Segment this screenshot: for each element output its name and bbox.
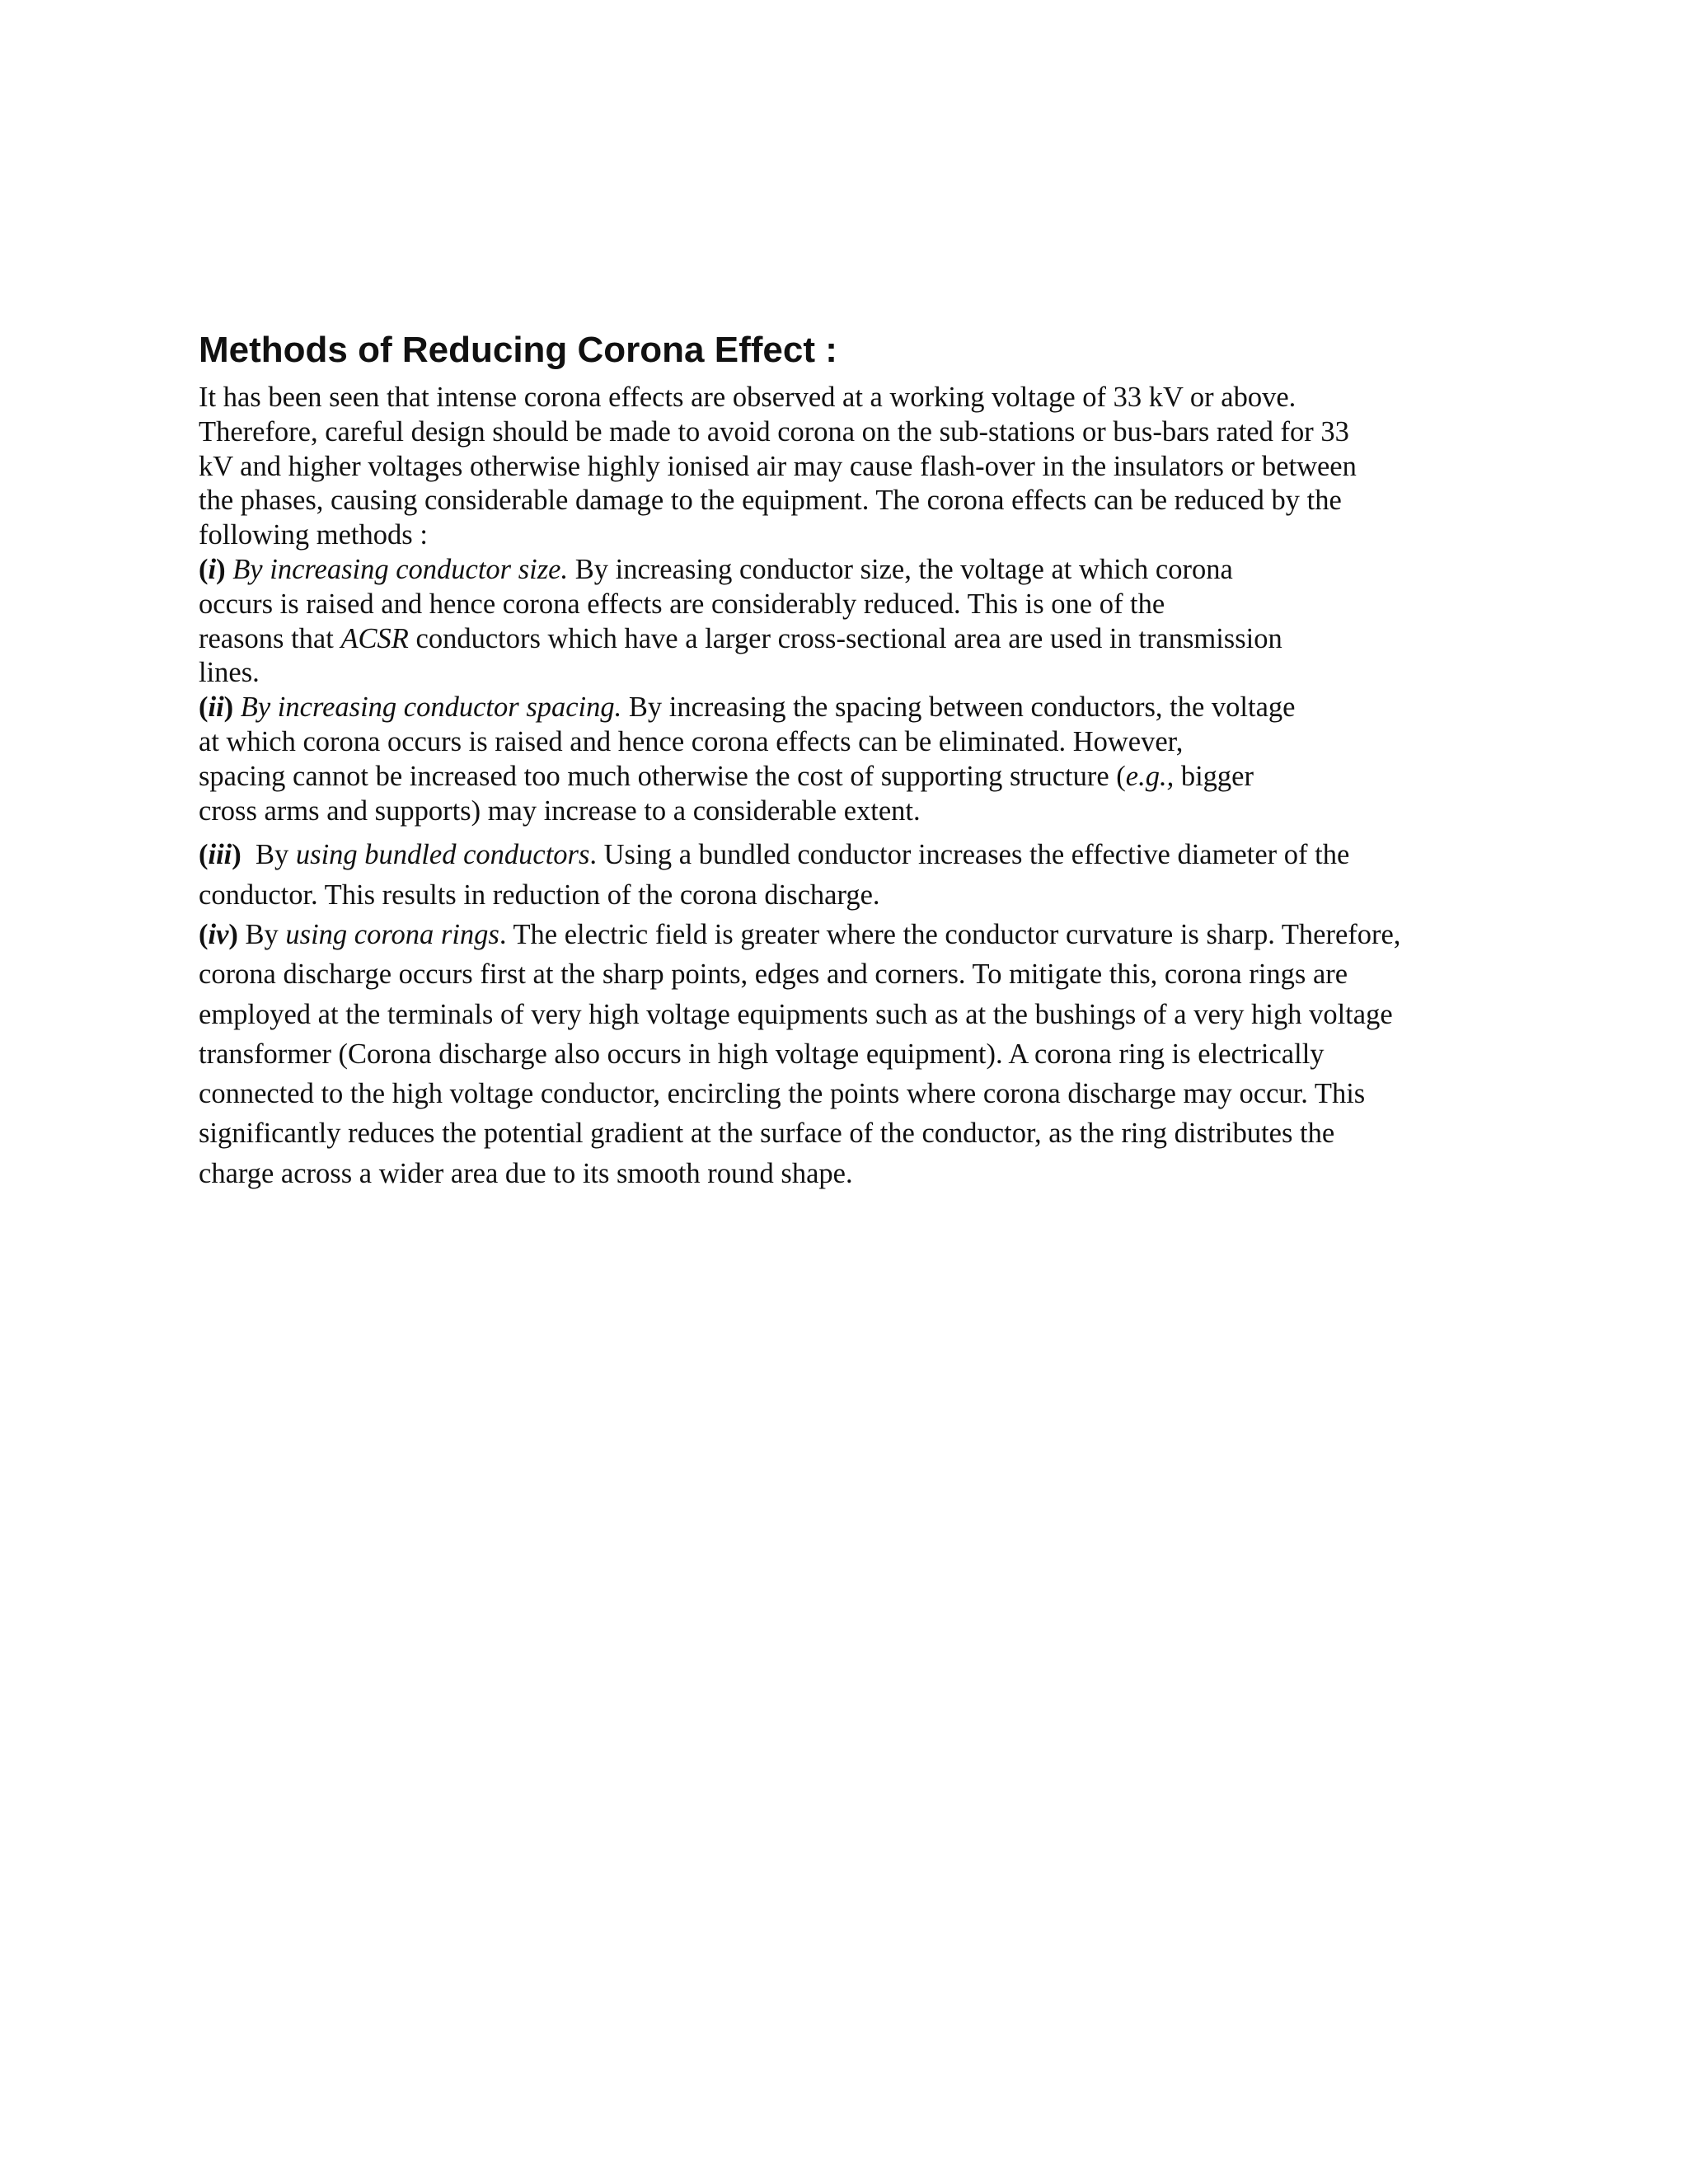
method-3-text: . Using a bundled conductor increases the effective diameter of the (589, 839, 1350, 871)
intro-line: It has been seen that intense corona effects are observed at a working voltage of 33 kV or above. (199, 382, 1296, 413)
method-3-line: (iii) By using bundled conductors. Using a bundled conductor increases the effective diameter of the (199, 839, 1350, 871)
method-3-number: (iii) (199, 839, 241, 871)
method-4-line: significantly reduces the potential gradient at the surface of the conductor, as the ring distributes the (199, 1118, 1335, 1150)
method-2-text: By increasing the spacing between conductors, the voltage (621, 691, 1296, 724)
acsr-term: ACSR (340, 622, 409, 654)
method-4-text: . The electric field is greater where the conductor curvature is sharp. Therefore, (499, 918, 1401, 950)
method-1-paragraph (199, 553, 1493, 691)
method-1-line (199, 553, 1493, 588)
method-2-heading: By increasing conductor spacing. (240, 691, 622, 724)
method-2-paragraph (199, 691, 1493, 828)
method-1-text: By increasing conductor size, the voltage at which corona (568, 553, 1233, 585)
method-1-line: lines. (199, 657, 260, 689)
method-4-line: transformer (Corona discharge also occurs in high voltage equipment). A corona ring is electrically (199, 1038, 1325, 1070)
method-2-number: (ii) (199, 691, 234, 724)
document-content (199, 328, 1493, 1193)
eg-term: e.g., (1125, 760, 1175, 792)
intro-line: Therefore, careful design should be made to avoid corona on the sub-stations or bus-bars rated for 33 (199, 415, 1349, 448)
method-4-line: (iv) By using corona rings. The electric field is greater where the conductor curvature is sharp. Therefore, (199, 918, 1401, 950)
method-4-number: (iv) (199, 918, 238, 950)
method-2-line (199, 691, 1493, 725)
method-3-heading: using bundled conductors (295, 839, 590, 871)
method-4-line: connected to the high voltage conductor, encircling the points where corona discharge may occur. This (199, 1078, 1366, 1110)
method-3-line: conductor. This results in reduction of the corona discharge. (199, 879, 880, 911)
method-4-paragraph (199, 915, 1493, 1193)
method-4-line: employed at the terminals of very high voltage equipments such as at the bushings of a very high voltage (199, 998, 1393, 1030)
page-title: Methods of Reducing Corona Effect : (199, 330, 837, 370)
method-1-line: reasons that ACSR conductors which have a larger cross-sectional area are used in transmission (199, 622, 1282, 654)
method-1-heading: By increasing conductor size. (232, 553, 569, 585)
method-2-line: at which corona occurs is raised and hence corona effects can be eliminated. However, (199, 725, 1184, 757)
method-1-number: (i) (199, 553, 226, 585)
method-4-heading: using corona rings (285, 918, 499, 950)
method-1-line: occurs is raised and hence corona effects are considerably reduced. This is one of the (199, 588, 1165, 620)
intro-line: kV and higher voltages otherwise highly ionised air may cause flash-over in the insulators or between (199, 450, 1357, 482)
method-3-paragraph (199, 835, 1493, 915)
method-2-line: cross arms and supports) may increase to a considerable extent. (199, 794, 921, 827)
intro-paragraph (199, 381, 1493, 553)
method-4-line: corona discharge occurs first at the sharp points, edges and corners. To mitigate this, corona rings are (199, 958, 1348, 991)
intro-line: the phases, causing considerable damage to the equipment. The corona effects can be reduced by the (199, 485, 1342, 517)
method-4-line: charge across a wider area due to its smooth round shape. (199, 1157, 853, 1189)
intro-line: following methods : (199, 519, 428, 551)
method-2-line: spacing cannot be increased too much otherwise the cost of supporting structure (e.g., bigger (199, 760, 1254, 792)
